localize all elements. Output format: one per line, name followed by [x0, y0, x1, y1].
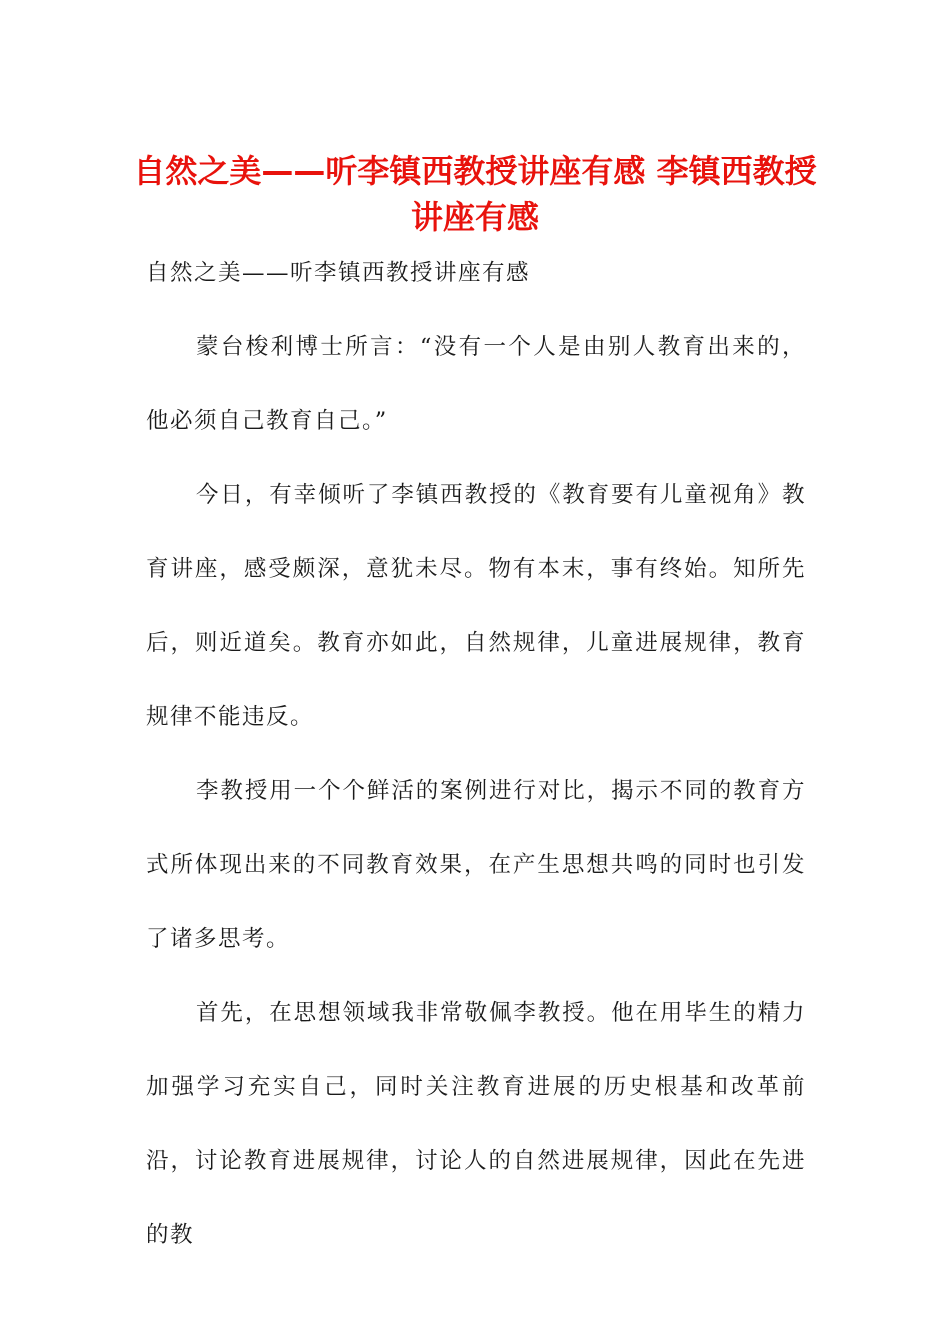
document-title: 自然之美——听李镇西教授讲座有感 李镇西教授讲座有感 [133, 152, 817, 236]
paragraph-case-comparison: 李教授用一个个鲜活的案例进行对比，揭示不同的教育方式所体现出来的不同教育效果，在产生思想共鸣的同时也引发了诸多思考。 [146, 778, 806, 952]
paragraph-quote: 蒙台梭利博士所言：“没有一个人是由别人教育出来的，他必须自己教育自己。” [146, 334, 806, 434]
paragraph-first-point: 首先，在思想领域我非常敬佩李教授。他在用毕生的精力加强学习充实自己，同时关注教育进展的历史根基和改革前沿，讨论教育进展规律，讨论人的自然进展规律，因此在先进的教 [146, 1000, 806, 1248]
paragraph-lecture-intro: 今日，有幸倾听了李镇西教授的《教育要有儿童视角》教育讲座，感受颇深，意犹未尽。物有本末，事有终始。知所先后，则近道矣。教育亦如此，自然规律，儿童进展规律，教育规律不能违反。 [146, 482, 806, 730]
document-subtitle: 自然之美——听李镇西教授讲座有感 [146, 260, 531, 286]
